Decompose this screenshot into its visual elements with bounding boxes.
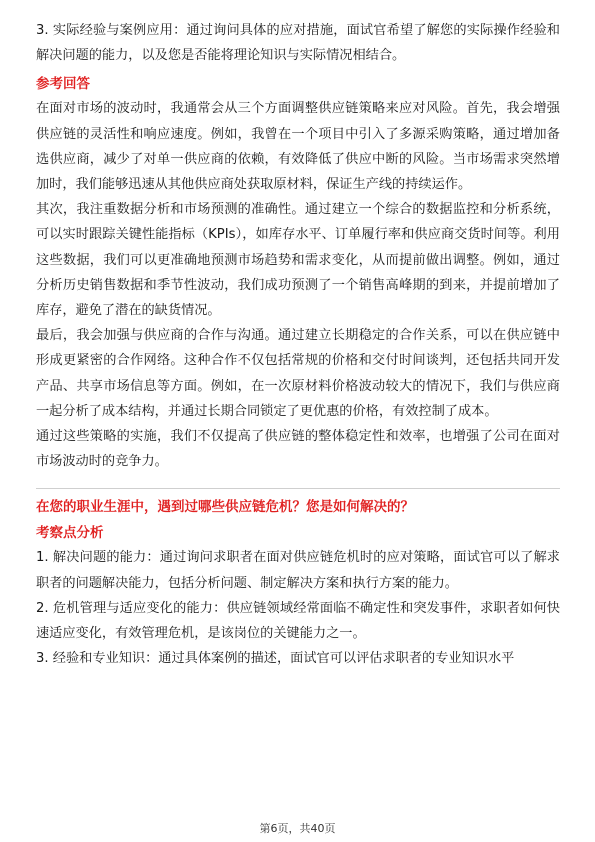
answer-paragraph: 通过这些策略的实施，我们不仅提高了供应链的整体稳定性和效率，也增强了公司在面对市场波动时的竞争力。 [36, 429, 560, 470]
analysis-point: 3. 经验和专业知识：通过具体案例的描述，面试官可以评估求职者的专业知识水平 [36, 651, 515, 667]
page-footer: 第6页，共40页 [259, 822, 336, 835]
analysis-point: 2. 危机管理与适应变化的能力：供应链领域经常面临不确定性和突发事件，求职者如何快速适应变化，有效管理危机，是该岗位的关键能力之一。 [36, 600, 560, 642]
answer-paragraph: 其次，我注重数据分析和市场预测的准确性。通过建立一个综合的数据监控和分析系统，可以实时跟踪关键性能指标（KPIs），如库存水平、订单履行率和供应商交货时间等。利用这些数据，我们可以更准确地预测市场趋势和需求变化，从而提前做出调整。例如，通过分析历史销售数据和季节性波动，我们成功预测了一个销售高峰期的到来，并提前增加了库存，避免了潜在的缺货情况。 [36, 202, 560, 319]
intro-point: 3. 实际经验与案例应用：通过询问具体的应对措施，面试官希望了解您的实际操作经验和解决问题的能力，以及您是否能将理论知识与实际情况相结合。 [36, 23, 560, 64]
answer-paragraph: 最后，我会加强与供应商的合作与沟通。通过建立长期稳定的合作关系，可以在供应链中形成更紧密的合作网络。这种合作不仅包括常规的价格和交付时间谈判，还包括共同开发产品、共享市场信息等方面。例如，在一次原材料价格波动较大的情况下，我们与供应商一起分析了成本结构，并通过长期合同锁定了更优惠的价格，有效控制了成本。 [36, 328, 560, 419]
section-divider [36, 488, 560, 489]
analysis-point: 1. 解决问题的能力：通过询问求职者在面对供应链危机时的应对策略，面试官可以了解求职者的问题解决能力，包括分析问题、制定解决方案和执行方案的能力。 [36, 550, 560, 591]
question-title: 在您的职业生涯中，遇到过哪些供应链危机？您是如何解决的？ [36, 499, 414, 516]
answer-paragraph: 在面对市场的波动时，我通常会从三个方面调整供应链策略来应对风险。首先，我会增强供应链的灵活性和响应速度。例如，我曾在一个项目中引入了多源采购策略，通过增加备选供应商，减少了对单一供应商的依赖，有效降低了供应中断的风险。当市场需求突然增加时，我们能够迅速从其他供应商处获取原材料，保证生产线的持续运作。 [36, 101, 560, 193]
document-body [36, 18, 560, 671]
answer-heading: 参考回答 [36, 76, 90, 93]
analysis-heading: 考察点分析 [36, 525, 104, 542]
